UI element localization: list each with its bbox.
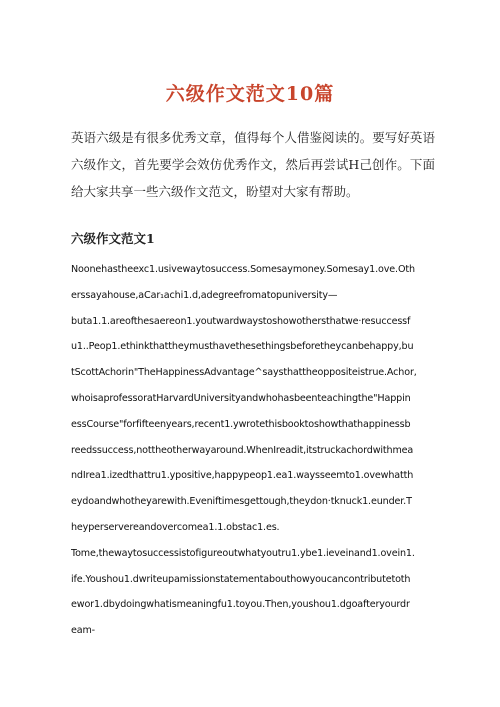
essay-body: [71, 257, 433, 644]
essay-line: essCourse"forfifteenyears,recent1.ywrotethisbooktoshowthathappinessb: [71, 418, 411, 430]
essay-line: ndIrea1.izedthattru1.ypositive,happypeop1.ea1.waysseemto1.ovewhatth: [71, 470, 414, 482]
essay-line: Noonehastheexc1.usivewaytosuccess.Somesaymoney.Somesay1.ove.Oth: [71, 264, 415, 275]
essay-line: u1..Peop1.ethinkthattheymusthavethesethingsbeforetheycanbehappy,bu: [71, 341, 414, 353]
essay-line: heyperservereandovercomea1.1.obstac1.es.: [71, 521, 280, 533]
essay-line: tScottAchorin"TheHappinessAdvantage^saysthattheoppositeistrue.Achor,: [71, 367, 417, 379]
essay-line: eam-: [71, 625, 95, 637]
essay-line: whoisaprofessoratHarvardUniversityandwhohasbeenteachingthe"Happin: [71, 392, 411, 404]
essay-line: reedssuccess,nottheotherwayaround.WhenIreadit,itstruckachordwithmea: [71, 444, 414, 456]
essay-line: ife.Youshou1.dwriteupamissionstatementabouthowyoucancontributetoth: [71, 573, 411, 585]
essay-line: Tome,thewaytosuccessistofigureoutwhatyoutru1.ybe1.ieveinand1.ovein1.: [71, 547, 415, 559]
section-heading: 六级作文范文1: [71, 231, 155, 246]
essay-line: ewor1.dbydoingwhatismeaningfu1.toyou.Then,youshou1.dgoafteryourdr: [71, 599, 410, 611]
intro-paragraph: 英语六级是有很多优秀文章，值得每个人借鉴阅读的。要写好英语六级作文，首先要学会效仿优秀作文，然后再尝试H己创作。下面给大家共享一些六级作文范文，盼望对大家有帮助。: [71, 130, 435, 199]
essay-line: erssayahouse,aCar₁achi1.d,adegreefromatopuniversity—: [71, 289, 338, 301]
document-title: 六级作文范文10篇: [165, 83, 335, 105]
essay-line: eydoandwhotheyarewith.Eveniftimesgettough,theydon·tknuck1.eunder.T: [71, 496, 412, 508]
essay-line: buta1.1.areofthesaereon1.youtwardwaystoshowothersthatwe·resuccessf: [71, 315, 411, 327]
